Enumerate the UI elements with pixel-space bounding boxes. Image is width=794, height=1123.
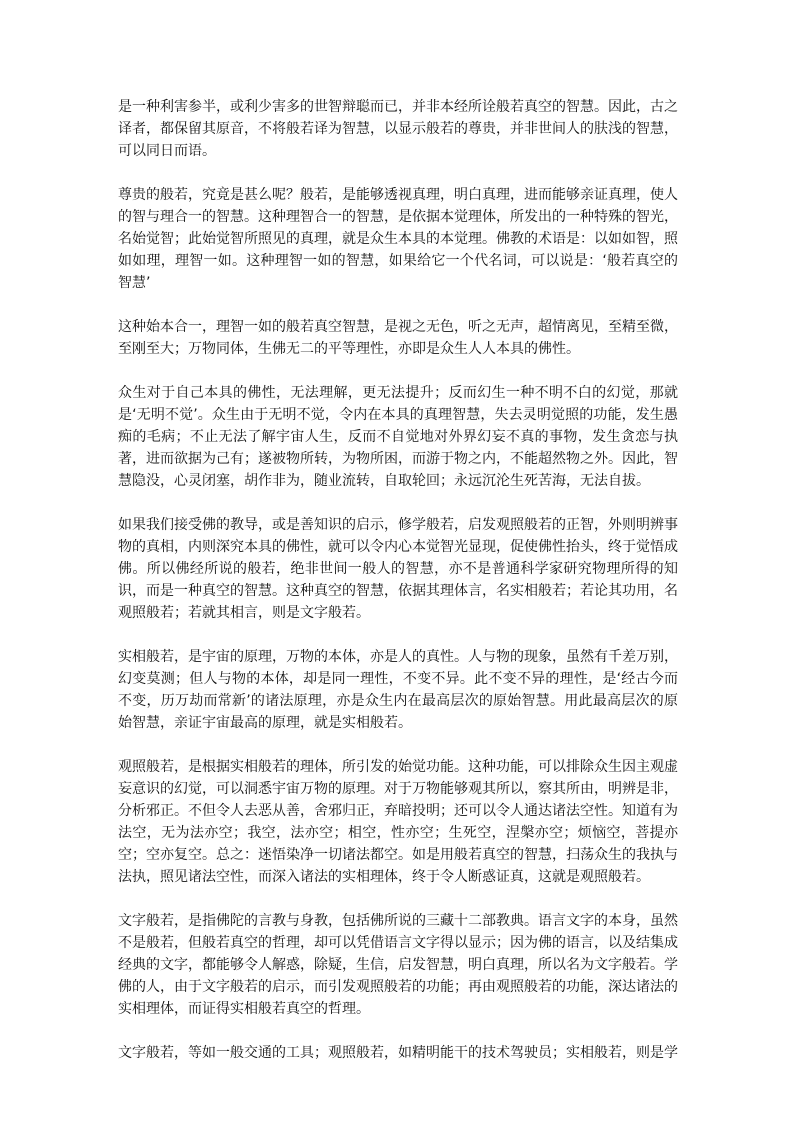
- paragraph-4: 众生对于自己本具的佛性，无法理解，更无法提升；反而幻生一种不明不白的幻觉，那就是‘无明不觉’。众生由于无明不觉，令内在本具的真理智慧，失去灵明觉照的功能，发生愚痴的毛病；不止无法了解宇宙人生，反而不自觉地对外界幻妄不真的事物，发生贪恋与执著，进而欲据为己有；遂被物所转，为物所困，而游于物之内，不能超然物之外。因此，智慧隐没，心灵闭塞，胡作非为，随业流转，自取轮回；永远沉沦生死苦海，无法自拔。: [118, 385, 678, 489]
- paragraph-2: 尊贵的般若，究竟是甚么呢？般若，是能够透视真理，明白真理，进而能够亲证真理，使人的智与理合一的智慧。这种理智合一的智慧，是依据本觉理体，所发出的一种特殊的智光，名始觉智；此始觉智所照见的真理，就是众生本具的本觉理。佛教的术语是：以如如智，照如如理，理智一如。这种理智一如的智慧，如果给它一个代名词，可以说是：‘般若真空的智慧’: [118, 187, 678, 291]
- paragraph-3: 这种始本合一，理智一如的般若真空智慧，是视之无色，听之无声，超情离见，至精至微，至刚至大；万物同体，生佛无二的平等理性，亦即是众生人人本具的佛性。: [118, 319, 678, 357]
- paragraph-6: 实相般若，是宇宙的原理，万物的本体，亦是人的真性。人与物的现象，虽然有千差万别，幻变莫测；但人与物的本体，却是同一理性，不变不异。此不变不异的理性，是‘经古今而不变，历万劫而常新’的诸法原理，亦是众生内在最高层次的原始智慧。用此最高层次的原始智慧，亲证宇宙最高的原理，就是实相般若。: [118, 649, 678, 731]
- paragraph-5: 如果我们接受佛的教导，或是善知识的启示，修学般若，启发观照般若的正智，外则明辨事物的真相，内则深究本具的佛性，就可以令内心本觉智光显现，促使佛性抬头，终于觉悟成佛。所以佛经所说的般若，绝非世间一般人的智慧，亦不是普通科学家研究物理所得的知识，而是一种真空的智慧。这种真空的智慧，依据其理体言，名实相般若；若论其功用，名观照般若；若就其相言，则是文字般若。: [118, 517, 678, 621]
- paragraph-7: 观照般若，是根据实相般若的理体，所引发的始觉功能。这种功能，可以排除众生因主观虚妄意识的幻觉，可以洞悉宇宙万物的原理。对于万物能够观其所以，察其所由，明辨是非，分析邪正。不但令人去恶从善，舍邪归正，弃暗投明；还可以令人通达诸法空性。知道有为法空，无为法亦空；我空，法亦空；相空，性亦空；生死空，涅槃亦空；烦恼空，菩提亦空；空亦复空。总之：迷悟染净一切诸法都空。如是用般若真空的智慧，扫荡众生的我执与法执，照见诸法空性，而深入诸法的实相理体，终于令人断惑证真，这就是观照般若。: [118, 759, 678, 885]
- paragraph-1: 是一种利害参半，或利少害多的世智辩聪而已，并非本经所诠般若真空的智慧。因此，古之译者，都保留其原音，不将般若译为智慧，以显示般若的尊贵，并非世间人的肤浅的智慧，可以同日而语。: [118, 99, 678, 159]
- paragraph-8: 文字般若，是指佛陀的言教与身教，包括佛所说的三藏十二部教典。语言文字的本身，虽然不是般若，但般若真空的哲理，却可以凭借语言文字得以显示；因为佛的语言，以及结集成经典的文字，都能够令人解惑，除疑，生信，启发智慧，明白真理，所以名为文字般若。学佛的人，由于文字般若的启示，而引发观照般若的功能；再由观照般若的功能，深达诸法的实相理体，而证得实相般若真空的哲理。: [118, 913, 678, 1017]
- document-page: [118, 96, 678, 1086]
- paragraph-9: 文字般若，等如一般交通的工具；观照般若，如精明能干的技术驾驶员；实相般若，则是学: [118, 1045, 678, 1061]
